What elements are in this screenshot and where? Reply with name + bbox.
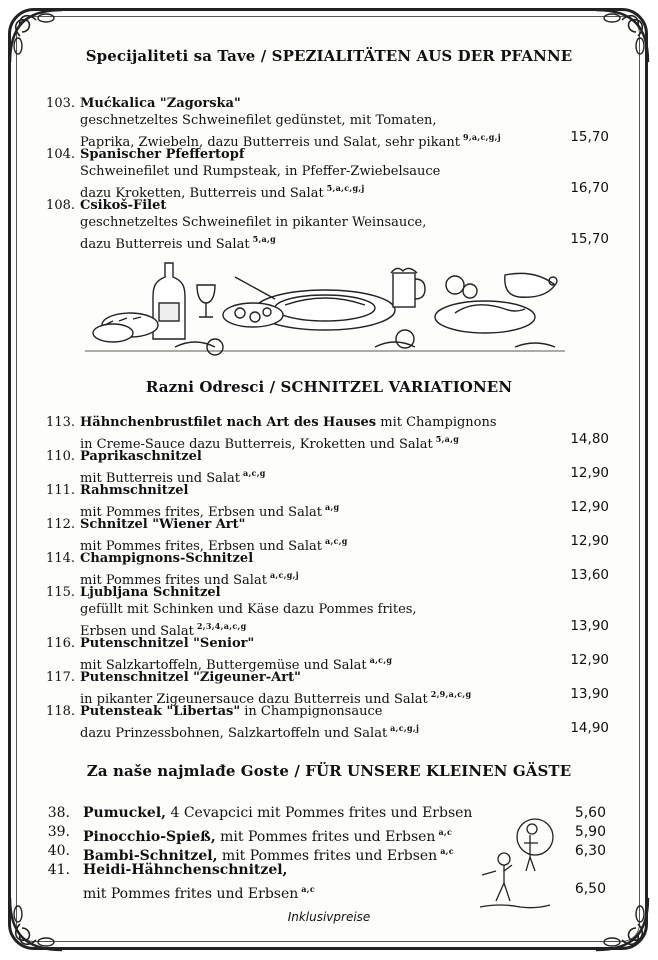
item-title (80, 414, 497, 431)
item-name-suffix: 4 Cevapcici mit Pommes frites und Erbsen (166, 805, 473, 821)
item-price: 15,70 (570, 231, 609, 247)
menu-item-description-line (0, 720, 658, 741)
item-name: Putenschnitzel "Senior" (80, 636, 255, 651)
menu-item-title-line (0, 550, 658, 567)
item-name-suffix: mit Champignons (376, 415, 497, 430)
item-number: 39. (47, 824, 70, 840)
item-title (80, 448, 202, 465)
item-title (83, 861, 287, 880)
allergen-codes: a,c,g (369, 655, 393, 665)
item-number: 117. (46, 670, 75, 685)
item-description: mit Pommes frites, Erbsen und Salat $^{a,g}$ (80, 502, 340, 520)
allergen-codes: 5,a,g (252, 234, 276, 244)
item-price: 12,90 (570, 533, 609, 549)
allergen-codes: 5,a,c,g,j (326, 183, 365, 193)
item-name: Csikoš-Filet (80, 198, 167, 213)
item-price: 15,70 (570, 129, 609, 145)
menu-item-title-line (0, 95, 658, 112)
allergen-codes: a,g (324, 502, 340, 512)
menu-item-title-line (0, 703, 658, 720)
menu-item-title-line (0, 516, 658, 533)
menu-item (0, 516, 658, 554)
item-name-suffix: in Champignonsauce (240, 704, 383, 719)
menu-item-description-line (0, 601, 658, 618)
item-description: dazu Prinzessbohnen, Salzkartoffeln und Salat $^{a,c,g,j}$ (80, 723, 420, 741)
menu-item-description-line (0, 567, 658, 588)
item-number: 108. (46, 198, 75, 213)
food-spread-illustration (75, 255, 575, 360)
menu-item (0, 448, 658, 486)
section-title-schnitzel-variations: Razni Odresci / SCHNITZEL VARIATIONEN (145, 378, 513, 396)
menu-item (0, 414, 658, 452)
item-number: 38. (47, 805, 70, 821)
menu-item-description-line (0, 618, 658, 639)
item-description: in pikanter Zigeunersauce dazu Butterreis und Salat $^{2,9,a,c,g}$ (80, 689, 472, 707)
menu-item-description-line (0, 231, 658, 252)
item-description: mit Pommes frites, Erbsen und Salat $^{a,c,g}$ (80, 536, 348, 554)
allergen-codes: a,c,g (242, 468, 266, 478)
item-price: 6,30 (574, 843, 606, 859)
menu-item (0, 703, 658, 741)
item-title (80, 482, 188, 499)
item-number: 115. (46, 585, 75, 600)
children-illustration (470, 815, 570, 915)
item-number: 114. (46, 551, 75, 566)
menu-item-description-line (0, 652, 658, 673)
item-name: Hähnchenbrustfilet nach Art des Hauses (80, 415, 377, 430)
menu-item (0, 635, 658, 673)
item-price: 12,90 (570, 499, 609, 515)
section-pan-specialties (0, 95, 658, 252)
section-schnitzel-variations (0, 414, 658, 741)
item-description: Schweinefilet und Rumpsteak, in Pfeffer-Zwiebelsauce (80, 164, 441, 179)
item-name: Mućkalica "Zagorska" (80, 96, 241, 111)
item-name-suffix: mit Pommes frites und Erbsen (217, 848, 438, 864)
item-name: Bambi-Schnitzel, (83, 848, 218, 864)
item-description: in Creme-Sauce dazu Butterreis, Kroketten und Salat $^{5,a,g}$ (80, 434, 460, 452)
menu-item-description-line (0, 214, 658, 231)
item-name: Ljubljana Schnitzel (80, 585, 221, 600)
menu-item-title-line (0, 635, 658, 652)
item-title (80, 584, 221, 601)
item-number: 111. (46, 483, 75, 498)
section-title-kids-menu: Za naše najmlađe Goste / FÜR UNSERE KLEINEN GÄSTE (86, 762, 572, 780)
menu-item-title-line (0, 197, 658, 214)
menu-item (0, 669, 658, 707)
menu-item-title-line (0, 482, 658, 499)
item-name: Putensteak "Libertas" (80, 704, 241, 719)
item-description: Erbsen und Salat $^{2,3,4,a,c,g}$ (80, 621, 247, 639)
allergen-codes: 2,9,a,c,g (430, 689, 472, 699)
item-name: Champignons-Schnitzel (80, 551, 254, 566)
menu-item (0, 95, 658, 150)
item-title (80, 669, 301, 686)
item-price: 14,80 (570, 431, 609, 447)
footer-note: Inklusivpreise (287, 910, 371, 924)
item-price: 13,90 (570, 686, 609, 702)
item-number: 103. (46, 96, 75, 111)
section-title-pan-specialties: Specijaliteti sa Tave / SPEZIALITÄTEN AUS DER PFANNE (85, 47, 573, 65)
menu-item-title-line (0, 414, 658, 431)
item-price: 16,70 (570, 180, 609, 196)
item-name: Spanischer Pfeffertopf (80, 147, 245, 162)
item-number: 112. (46, 517, 75, 532)
item-name: Rahmschnitzel (80, 483, 189, 498)
allergen-codes: a,c (438, 827, 453, 837)
menu-item-description-line (0, 686, 658, 707)
item-name: Paprikaschnitzel (80, 449, 202, 464)
allergen-codes: 2,3,4,a,c,g (196, 621, 247, 631)
item-number: 104. (46, 147, 75, 162)
item-description: dazu Butterreis und Salat $^{5,a,g}$ (80, 234, 276, 252)
item-description: dazu Kroketten, Butterreis und Salat $^{5,a,c,g,j}$ (80, 183, 365, 201)
menu-item (0, 197, 658, 252)
menu-item-title-line (0, 448, 658, 465)
item-title (80, 550, 253, 567)
menu-item-description-line (0, 180, 658, 201)
item-price: 5,90 (574, 824, 606, 840)
menu-item-description-line (0, 112, 658, 129)
item-number: 110. (46, 449, 75, 464)
item-name: Pinocchio-Spieß, (83, 829, 216, 845)
menu-item (0, 550, 658, 588)
item-name: Pumuckel, (83, 805, 167, 821)
item-title (83, 804, 472, 823)
menu-item-title-line (0, 584, 658, 601)
item-number: 40. (47, 843, 70, 859)
item-number: 41. (47, 862, 70, 878)
item-name: Heidi-Hähnchenschnitzel, (83, 862, 288, 878)
item-price: 5,60 (574, 805, 606, 821)
item-price: 13,60 (570, 567, 609, 583)
menu-item-description-line (0, 431, 658, 452)
allergen-codes: a,c,g,j (269, 570, 299, 580)
menu-item-description-line (0, 465, 658, 486)
allergen-codes: a,c,g (324, 536, 348, 546)
item-price: 12,90 (570, 465, 609, 481)
menu-item-description-line (0, 533, 658, 554)
item-number: 116. (46, 636, 75, 651)
item-price: 13,90 (570, 618, 609, 634)
item-number: 113. (46, 415, 75, 430)
item-description: Paprika, Zwiebeln, dazu Butterreis und Salat, sehr pikant $^{9,a,c,g,j}$ (80, 132, 501, 150)
menu-item-description-line (0, 163, 658, 180)
allergen-codes: 9,a,c,g,j (462, 132, 501, 142)
menu-item-title-line (0, 669, 658, 686)
menu-item (0, 482, 658, 520)
item-description: gefüllt mit Schinken und Käse dazu Pommes frites, (80, 602, 417, 617)
corner-ornament-icon (592, 894, 652, 954)
item-title (80, 197, 166, 214)
item-description: mit Salzkartoffeln, Buttergemüse und Salat $^{a,c,g}$ (80, 655, 393, 673)
item-description: mit Butterreis und Salat $^{a,c,g}$ (80, 468, 266, 486)
item-name-suffix: mit Pommes frites und Erbsen (215, 829, 436, 845)
item-description: mit Pommes frites und Erbsen $^{a,c}$ (83, 884, 316, 902)
allergen-codes: 5,a,g (435, 434, 460, 444)
item-name: Putenschnitzel "Zigeuner-Art" (80, 670, 301, 685)
allergen-codes: a,c (301, 884, 316, 894)
allergen-codes: a,c (440, 846, 454, 856)
item-price: 12,90 (570, 652, 609, 668)
item-title (80, 146, 244, 163)
item-title (80, 635, 254, 652)
allergen-codes: a,c,g,j (390, 723, 420, 733)
corner-ornament-icon (6, 894, 66, 954)
item-title (80, 703, 382, 720)
menu-item (0, 584, 658, 639)
menu-item-description-line (0, 499, 658, 520)
item-name: Schnitzel "Wiener Art" (80, 517, 246, 532)
menu-item (0, 146, 658, 201)
item-title (80, 516, 245, 533)
menu-item-description-line (0, 129, 658, 150)
menu-item-title-line (0, 146, 658, 163)
item-description: geschnetzeltes Schweinefilet gedünstet, mit Tomaten, (80, 113, 437, 128)
item-number: 118. (46, 704, 75, 719)
item-title (80, 95, 241, 112)
item-description: geschnetzeltes Schweinefilet in pikanter Weinsauce, (80, 215, 427, 230)
item-description: mit Pommes frites und Salat $^{a,c,g,j}$ (80, 570, 299, 588)
item-price: 14,90 (570, 720, 609, 736)
item-price: 6,50 (574, 881, 606, 897)
